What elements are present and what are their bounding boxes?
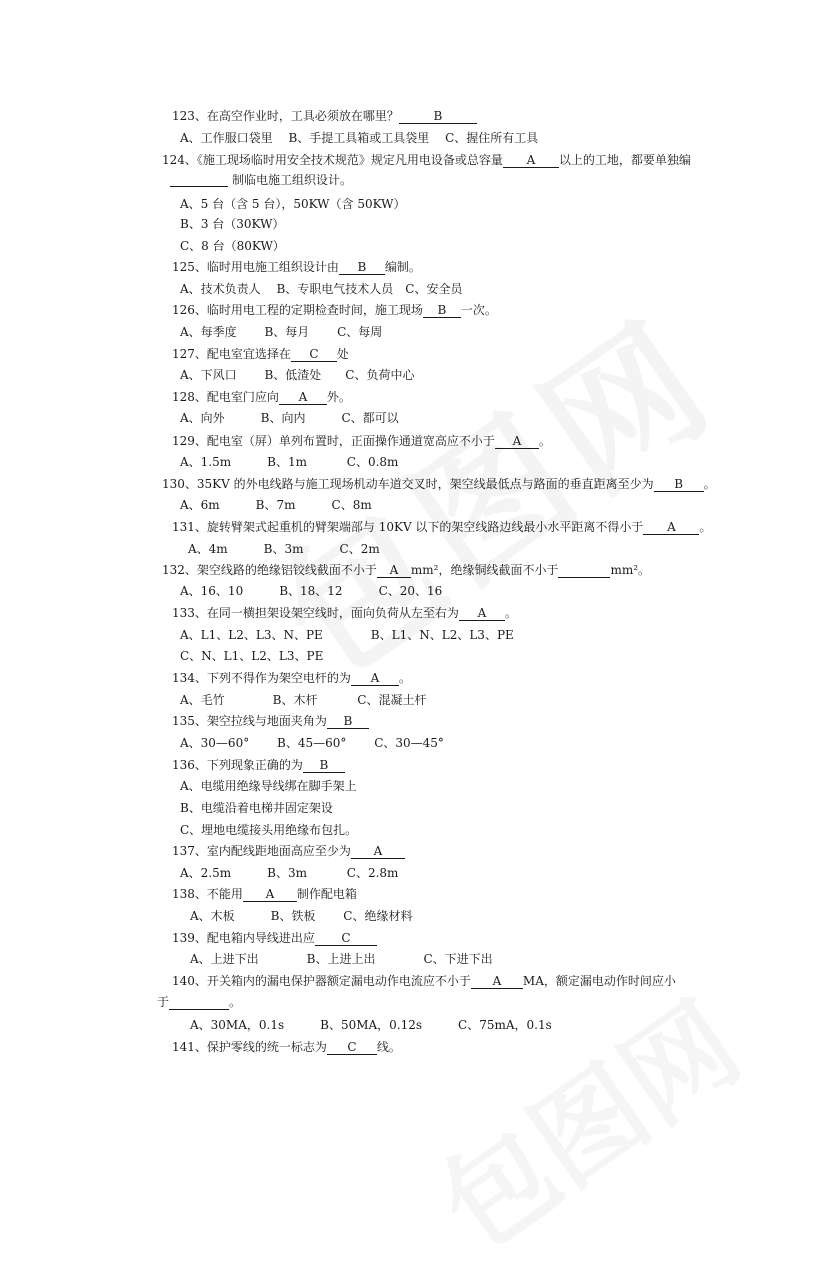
line-q126o [180, 324, 382, 340]
text: mm²。 [610, 563, 651, 577]
line-q140 [172, 973, 676, 989]
line-q134o [180, 692, 426, 708]
answer-blank: A [643, 520, 699, 535]
text: 127、配电室宜选择在 [172, 347, 291, 361]
answer-blank: A [351, 671, 399, 686]
text: A、1.5m B、1m C、0.8m [180, 455, 399, 469]
text: A、L1、L2、L3、N、PE B、L1、N、L2、L3、PE [180, 628, 514, 642]
line-q127o [180, 367, 414, 383]
text: 140、开关箱内的漏电保护器额定漏电动作电流应不小于 [172, 974, 471, 988]
answer-blank: A [377, 563, 411, 578]
text: 138、不能用 [172, 887, 243, 901]
line-q129o [180, 454, 398, 470]
text: A、6m B、7m C、8m [180, 498, 372, 512]
line-q135 [172, 713, 369, 729]
text: 129、配电室（屏）单列布置时，正面操作通道宽高应不小于 [172, 434, 495, 448]
text: 一次。 [460, 303, 497, 317]
line-q130 [162, 476, 716, 492]
line-q127 [172, 346, 349, 362]
text: 124、《施工现场临时用安全技术规范》规定凡用电设备或总容量 [162, 153, 503, 167]
line-q138o [190, 908, 412, 924]
text: 131、旋转臂架式起重机的臂架端部与 10KV 以下的架空线路边线最小水平距离不得小于 [172, 520, 644, 534]
line-q125 [172, 259, 421, 275]
text: 制临电施工组织设计。 [232, 173, 353, 187]
text: A、5 台（含 5 台），50KW（含 50KW） [180, 197, 406, 211]
line-q124b [232, 172, 352, 188]
line-q124oC [180, 238, 285, 254]
answer-blank: B [654, 477, 704, 492]
answer-blank: B [399, 109, 477, 124]
text: 133、在同一横担架设架空线时，面向负荷从左至右为 [172, 606, 459, 620]
line-q137o [180, 865, 398, 881]
text: 137、室内配线距地面高应至少为 [172, 844, 351, 858]
line-q136oA [180, 778, 357, 794]
line-q134 [172, 670, 411, 686]
text: C、埋地电缆接头用绝缘布包扎。 [180, 823, 358, 837]
text: 。 [703, 477, 716, 491]
answer-blank: A [351, 844, 405, 859]
line-q136oB [180, 800, 333, 816]
leading-underline [170, 172, 228, 187]
text: 。 [229, 995, 242, 1009]
line-q129 [172, 433, 551, 449]
line-q133oA [180, 627, 514, 643]
text: B、3 台（30KW） [180, 217, 285, 231]
text: 128、配电室门应向 [172, 390, 279, 404]
answer-blank: A [279, 390, 327, 405]
line-q135o [180, 735, 444, 751]
line-q132 [162, 562, 650, 578]
text: 。 [398, 671, 411, 685]
text: 134、下列不得作为架空电杆的为 [172, 671, 351, 685]
text: A、技术负责人 B、专职电气技术人员 C、安全员 [180, 282, 463, 296]
text: 以上的工地，都要单独编 [558, 153, 691, 167]
line-q136oC [180, 822, 357, 838]
text: 135、架空拉线与地面夹角为 [172, 714, 327, 728]
text: A、下风口 B、低渣处 C、负荷中心 [180, 368, 415, 382]
line-q137 [172, 843, 405, 859]
line-q123 [172, 108, 477, 124]
text: A、每季度 B、每月 C、每周 [180, 325, 383, 339]
line-q124 [162, 152, 691, 168]
text: 线。 [376, 1040, 401, 1054]
answer-blank: A [495, 434, 539, 449]
line-q123o [180, 130, 538, 146]
answer-blank: A [471, 974, 523, 989]
text: 141、保护零线的统一标志为 [172, 1040, 327, 1054]
answer-blank: B [327, 714, 369, 729]
text: 。 [699, 520, 712, 534]
answer-blank: A [243, 887, 297, 902]
line-q130o [180, 497, 372, 513]
text: A、2.5m B、3m C、2.8m [180, 866, 399, 880]
text: A、4m B、3m C、2m [188, 542, 380, 556]
answer-blank: A [459, 606, 505, 621]
line-q139o [190, 951, 493, 967]
line-q140b [157, 994, 241, 1010]
text: A、电缆用绝缘导线绑在脚手架上 [180, 779, 357, 793]
line-q131 [172, 519, 711, 535]
line-q124oB [180, 216, 284, 232]
text: 123、在高空作业时，工具必须放在哪里？ [172, 109, 399, 123]
text: A、毛竹 B、木杆 C、混凝土杆 [180, 693, 427, 707]
text: 132、架空线路的绝缘铝铰线截面不小于 [162, 563, 377, 577]
text: A、16、10 B、18、12 C、20、16 [180, 584, 443, 598]
answer-blank: C [315, 931, 377, 946]
text: C、8 台（80KW） [180, 239, 285, 253]
text: 于 [157, 995, 170, 1009]
line-q126 [172, 302, 497, 318]
answer-blank: A [503, 153, 559, 168]
line-q128 [172, 389, 351, 405]
text: A、30MA，0.1s B、50MA，0.12s C、75mA，0.1s [190, 1018, 552, 1032]
watermark-lower [405, 960, 766, 1278]
line-q133oC [180, 648, 323, 664]
text: 126、临时用电工程的定期检查时间，施工现场 [172, 303, 423, 317]
line-q124oA [180, 196, 405, 212]
text: 125、临时用电施工组织设计由 [172, 260, 339, 274]
line-q141 [172, 1039, 401, 1055]
line-q138 [172, 886, 357, 902]
text: A、木板 B、铁板 C、绝缘材料 [190, 909, 413, 923]
text: A、工作服口袋里 B、手提工具箱或工具袋里 C、握住所有工具 [180, 131, 539, 145]
text: 130、35KV 的外电线路与施工现场机动车道交叉时，架空线最低点与路面的垂直距离至少为 [162, 477, 654, 491]
answer-blank: C [327, 1040, 377, 1055]
text: mm²，绝缘铜线截面不小于 [410, 563, 559, 577]
text: 外。 [326, 390, 351, 404]
line-q132o [180, 583, 442, 599]
line-q136 [172, 757, 345, 773]
line-q131o [188, 541, 380, 557]
empty-blank [558, 563, 610, 578]
text: A、向外 B、向内 C、都可以 [180, 411, 399, 425]
line-q128o [180, 410, 399, 426]
text: 。 [538, 434, 551, 448]
answer-blank: B [423, 303, 461, 318]
text: MA，额定漏电动作时间应小 [522, 974, 676, 988]
text: 139、配电箱内导线进出应 [172, 931, 315, 945]
answer-blank: B [339, 260, 385, 275]
text: A、30—60° B、45—60° C、30—45° [180, 736, 444, 750]
line-q140o [190, 1017, 552, 1033]
text: 处 [336, 347, 349, 361]
answer-blank: C [291, 347, 337, 362]
line-q125o [180, 281, 462, 297]
text: 制作配电箱 [296, 887, 357, 901]
text: 136、下列现象正确的为 [172, 758, 303, 772]
line-q133 [172, 605, 517, 621]
line-q139 [172, 930, 377, 946]
answer-blank: B [303, 758, 345, 773]
text: A、上进下出 B、上进上出 C、下进下出 [190, 952, 493, 966]
text: 编制。 [384, 260, 421, 274]
empty-blank [169, 995, 229, 1010]
text: 。 [504, 606, 517, 620]
text: C、N、L1、L2、L3、PE [180, 649, 324, 663]
text: B、电缆沿着电梯井固定架设 [180, 801, 333, 815]
